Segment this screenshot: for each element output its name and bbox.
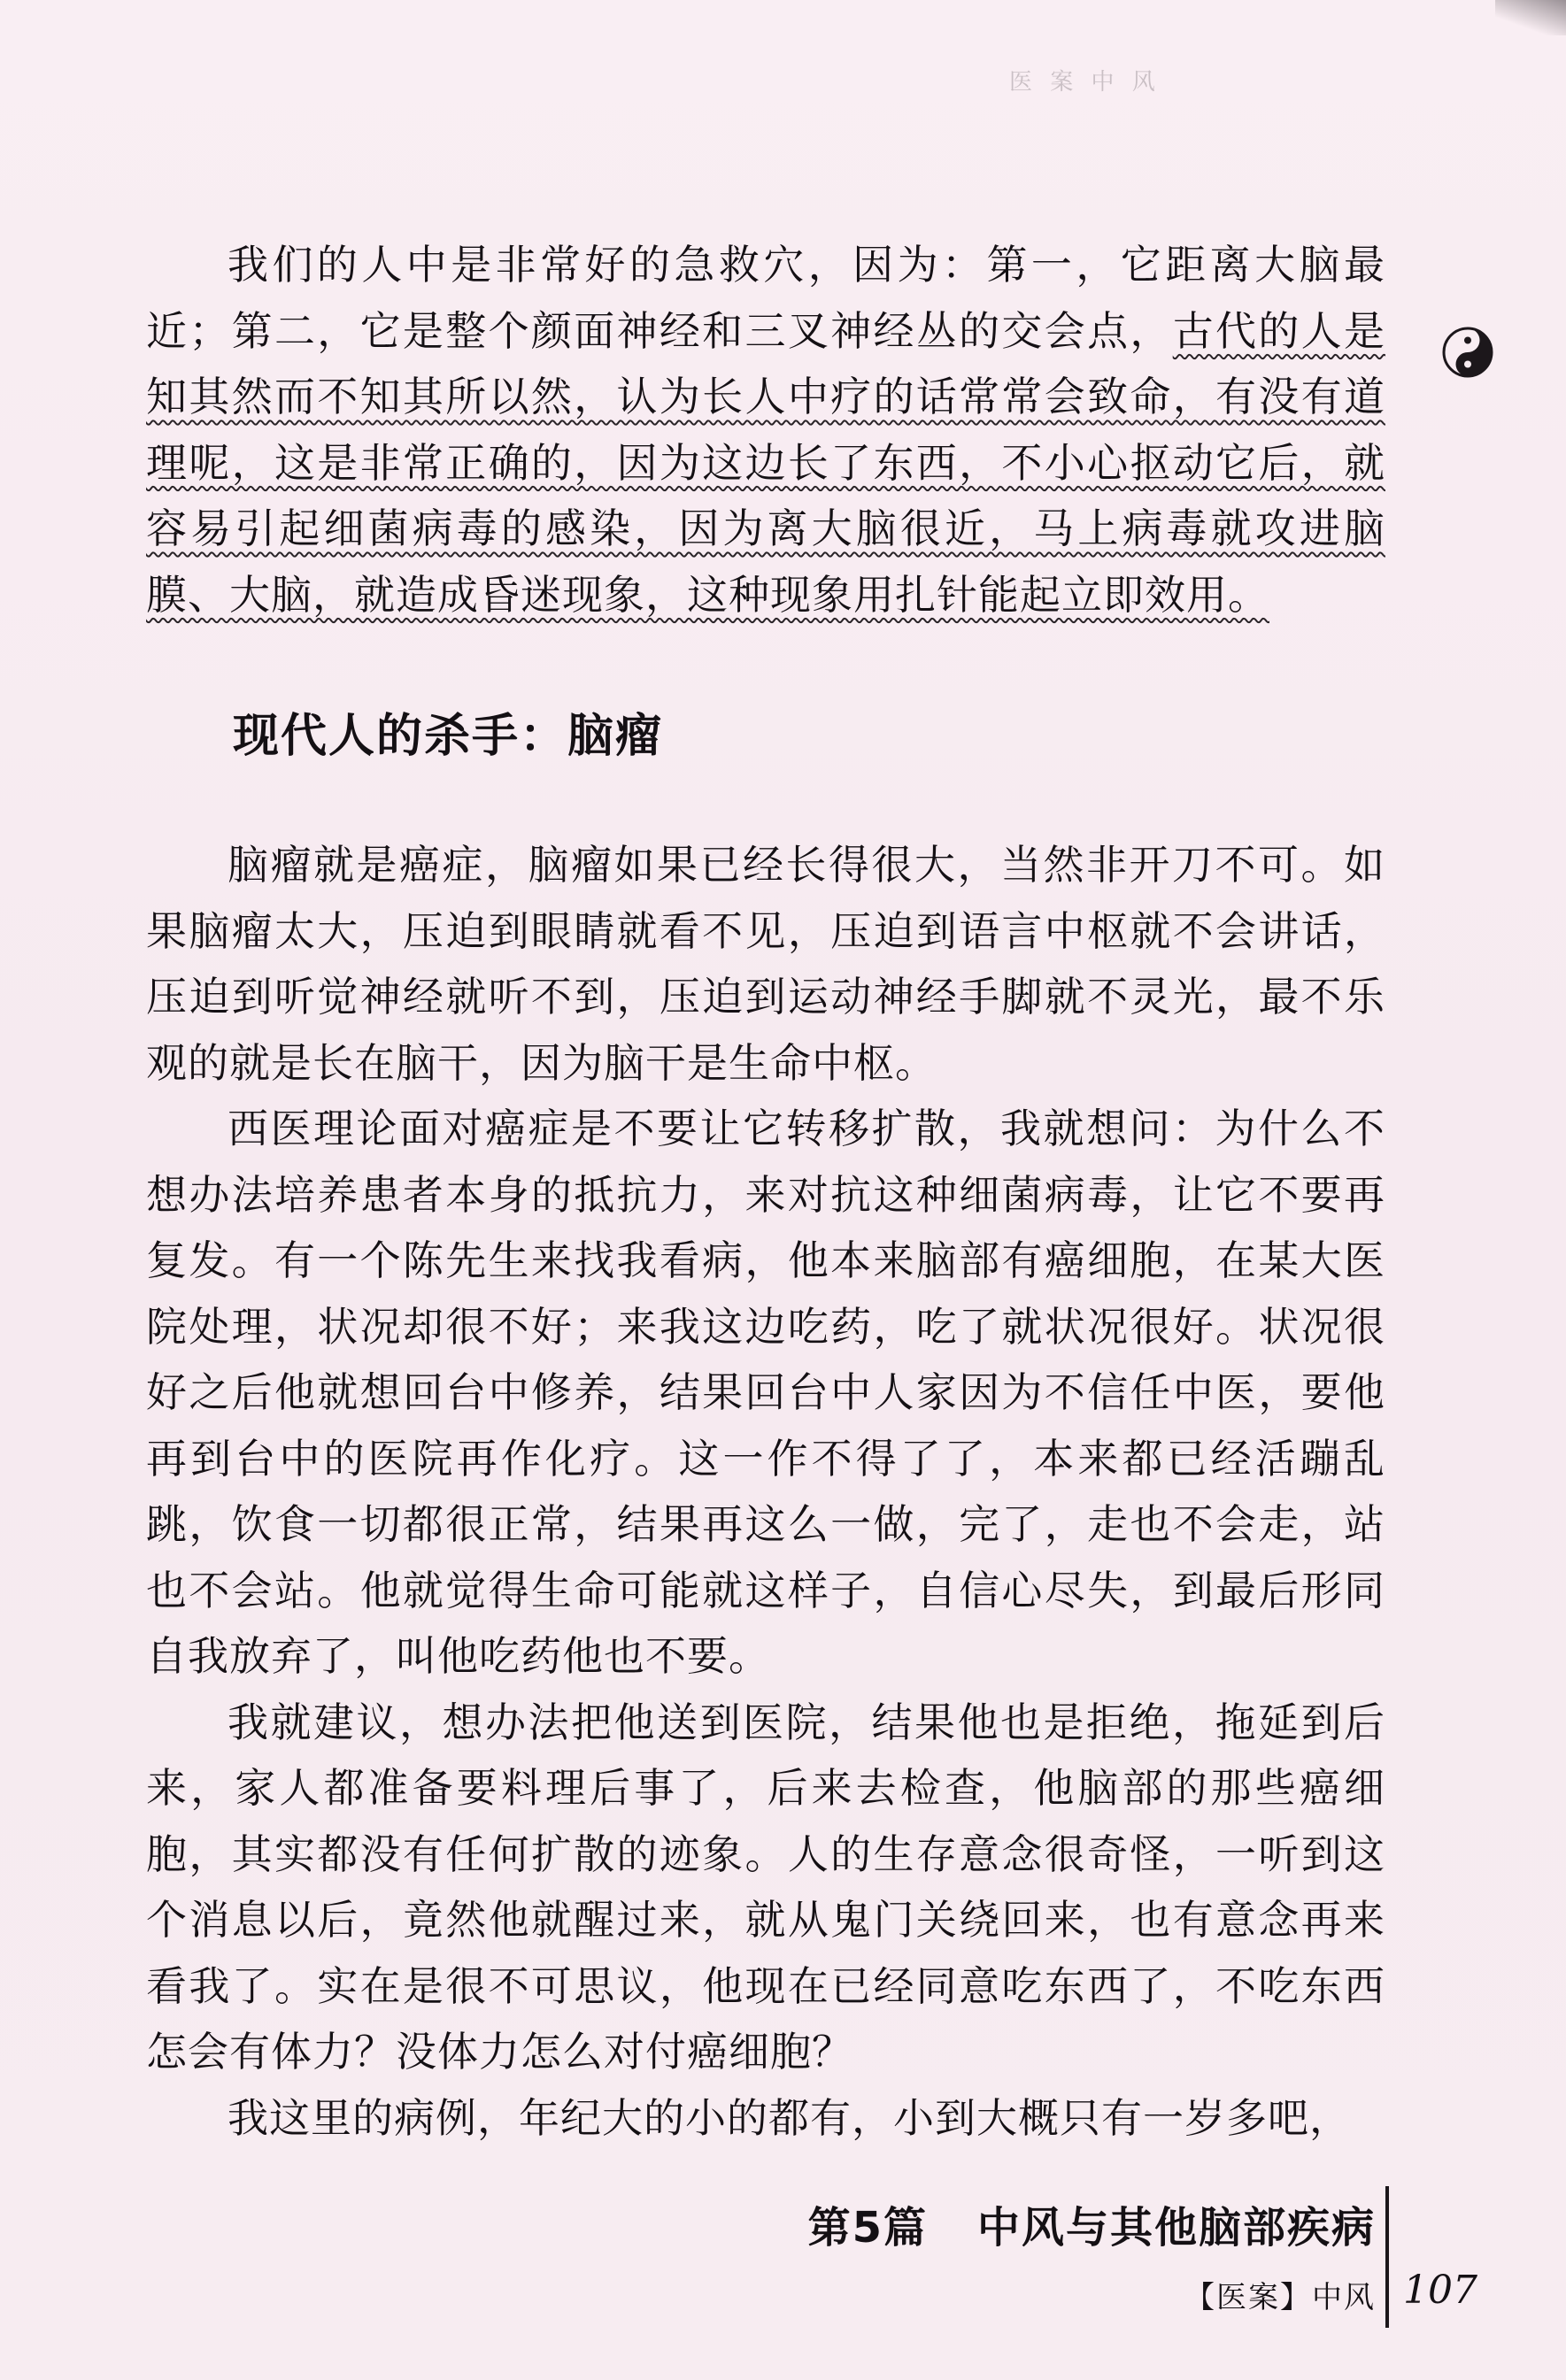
footer-part-label: 第5篇 [807, 2203, 928, 2253]
page-number: 107 [1403, 2268, 1477, 2313]
paragraph-western-medicine: 西医理论面对癌症是不要让它转移扩散，我就想问：为什么不想办法培养患者本身的抵抗力，来对抗这种细菌病毒，让它不要再复发。有一个陈先生来找我看病，他本来脑部有癌细胞，在某大医院处理，状况却很不好；来我这边吃药，吃了就状况很好。状况很好之后他就想回台中修养，结果回台中人家因为不信任中医，要他再到台中的医院再作化疗。这一作不得了了，本来都已经活蹦乱跳，饮食一切都很正常，结果再这么一做，完了，走也不会走，站也不会站。他就觉得生命可能就这样子，自信心尽失，到最后形同自我放弃了，叫他吃药他也不要。 [146, 1105, 1385, 1680]
footer-divider [1385, 2186, 1389, 2328]
footer-title-text: 中风与其他脑部疾病 [976, 2203, 1376, 2253]
paragraph-acupoint [146, 232, 1385, 628]
section-body [146, 832, 1385, 2151]
paragraph-cases: 我这里的病例，年纪大的小的都有，小到大概只有一岁多吧， [228, 2093, 1351, 2142]
paragraph-acupoint-plain: 我们的人中是非常好的急救穴，因为：第一，它距离大脑最近；第二，它是整个颜面神经和三叉神经丛的交会点， [146, 241, 1385, 355]
footer-subtitle: 【医案】中风 [1184, 2280, 1376, 2315]
running-head: 医 案 中 风 [1009, 69, 1161, 96]
footer-chapter-title [808, 2193, 1376, 2254]
paragraph-acupoint-underlined: 古代的人是知其然而不知其所以然，认为长人中疗的话常常会致命，有没有道理呢，这是非常正确的，因为这边长了东西，不小心抠动它后，就容易引起细菌病毒的感染，因为离大脑很近，马上病毒就攻进脑膜、大脑，就造成昏迷现象，这种现象用扎针能起立即效用。 [146, 306, 1386, 619]
paragraph-brain-tumor: 脑瘤就是癌症，脑瘤如果已经长得很大，当然非开刀不可。如果脑瘤太大，压迫到眼睛就看不见，压迫到语言中枢就不会讲话，压迫到听觉神经就听不到，压迫到运动神经手脚就不灵光，最不乐观的就是长在脑干，因为脑干是生命中枢。 [146, 841, 1385, 1087]
page-corner-shadow [1495, 0, 1566, 35]
taiji-icon [1441, 326, 1494, 379]
page-content [146, 232, 1385, 2151]
paragraph-suggestion: 我就建议，想办法把他送到医院，结果他也是拒绝，拖延到后来，家人都准备要料理后事了，后来去检查，他脑部的那些癌细胞，其实都没有任何扩散的迹象。人的生存意念很奇怪，一听到这个消息以后，竟然他就醒过来，就从鬼门关绕回来，也有意念再来看我了。实在是很不可思议，他现在已经同意吃东西了，不吃东西怎会有体力？没体力怎么对付癌细胞？ [146, 1698, 1385, 2076]
section-title: 现代人的杀手：脑瘤 [233, 710, 664, 763]
